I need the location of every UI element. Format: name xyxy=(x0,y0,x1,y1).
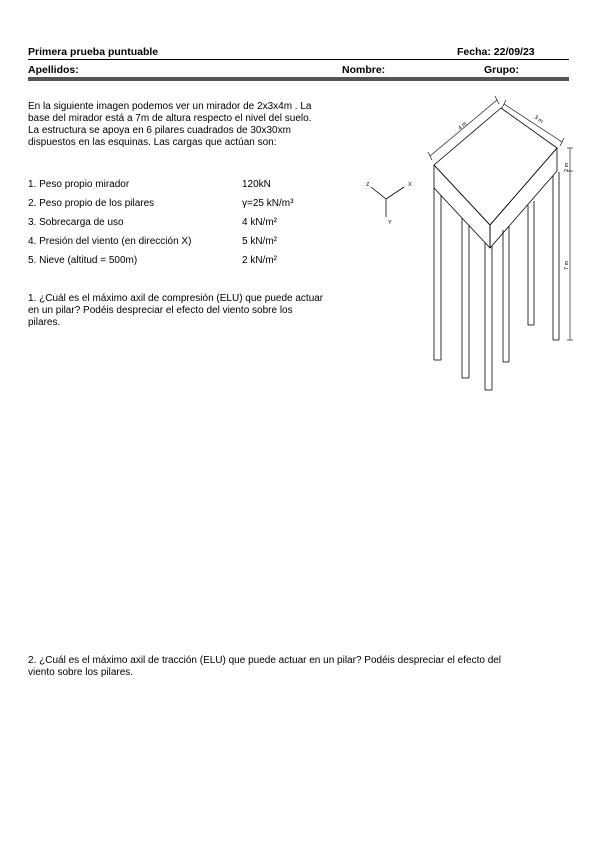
dimension-label-3m: 3 m xyxy=(532,114,544,125)
viewpoint-structure-figure xyxy=(350,95,580,395)
header-bottom-bar xyxy=(28,77,569,81)
group-label: Grupo: xyxy=(484,64,519,76)
name-label: Nombre: xyxy=(342,64,386,76)
cabin-right-face xyxy=(490,148,557,248)
load-value: γ=25 kN/m³ xyxy=(242,198,294,209)
load-label: 3. Sobrecarga de uso xyxy=(28,217,124,228)
question-line: viento sobre los pilares. xyxy=(28,667,134,678)
load-value: 2 kN/m² xyxy=(242,255,277,266)
header-divider xyxy=(28,59,569,60)
exam-title: Primera prueba puntuable xyxy=(28,46,159,58)
question-line: pilares. xyxy=(28,317,61,328)
load-label: 2. Peso propio de los pilares xyxy=(28,198,155,209)
load-value: 5 kN/m² xyxy=(242,236,277,247)
intro-line: base del mirador está a 7m de altura respecto el nivel del suelo. xyxy=(28,113,312,124)
load-label: 1. Peso propio mirador xyxy=(28,179,130,190)
intro-line: En la siguiente imagen podemos ver un mirador de 2x3x4m . La xyxy=(28,101,312,112)
question-line: 2. ¿Cuál es el máximo axil de tracción (ELU) que puede actuar en un pilar? Podéis despreciar el efecto del xyxy=(28,655,502,666)
axis-label-y: Y xyxy=(388,220,392,226)
question-line: 1. ¿Cuál es el máximo axil de compresión (ELU) que puede actuar xyxy=(28,293,324,304)
axes-icon xyxy=(371,187,404,217)
load-value: 120kN xyxy=(242,179,271,190)
question-1 xyxy=(28,293,347,329)
exam-date: Fecha: 22/09/23 xyxy=(457,46,535,58)
load-label: 4. Presión del viento (en dirección X) xyxy=(28,236,192,247)
surnames-label: Apellidos: xyxy=(28,64,79,76)
pillars xyxy=(434,172,559,390)
dimension-label-7m: 7 m xyxy=(564,260,570,270)
load-value: 4 kN/m² xyxy=(242,217,277,228)
intro-paragraph xyxy=(28,101,347,149)
question-2 xyxy=(28,655,569,679)
load-label: 5. Nieve (altitud = 500m) xyxy=(28,255,138,266)
dimension-label-4m: 4 m xyxy=(457,121,469,132)
axis-label-z: Z xyxy=(366,182,370,188)
axis-label-x: X xyxy=(408,182,412,188)
dimension-lines xyxy=(428,96,573,340)
intro-line: dispuestos en las esquinas. Las cargas que actúan son: xyxy=(28,137,277,148)
dimension-label-2m: 2 m xyxy=(564,162,570,172)
question-line: en un pilar? Podéis despreciar el efecto del viento sobre los xyxy=(28,305,293,316)
intro-line: La estructura se apoya en 6 pilares cuadrados de 30x30xm xyxy=(28,125,291,136)
